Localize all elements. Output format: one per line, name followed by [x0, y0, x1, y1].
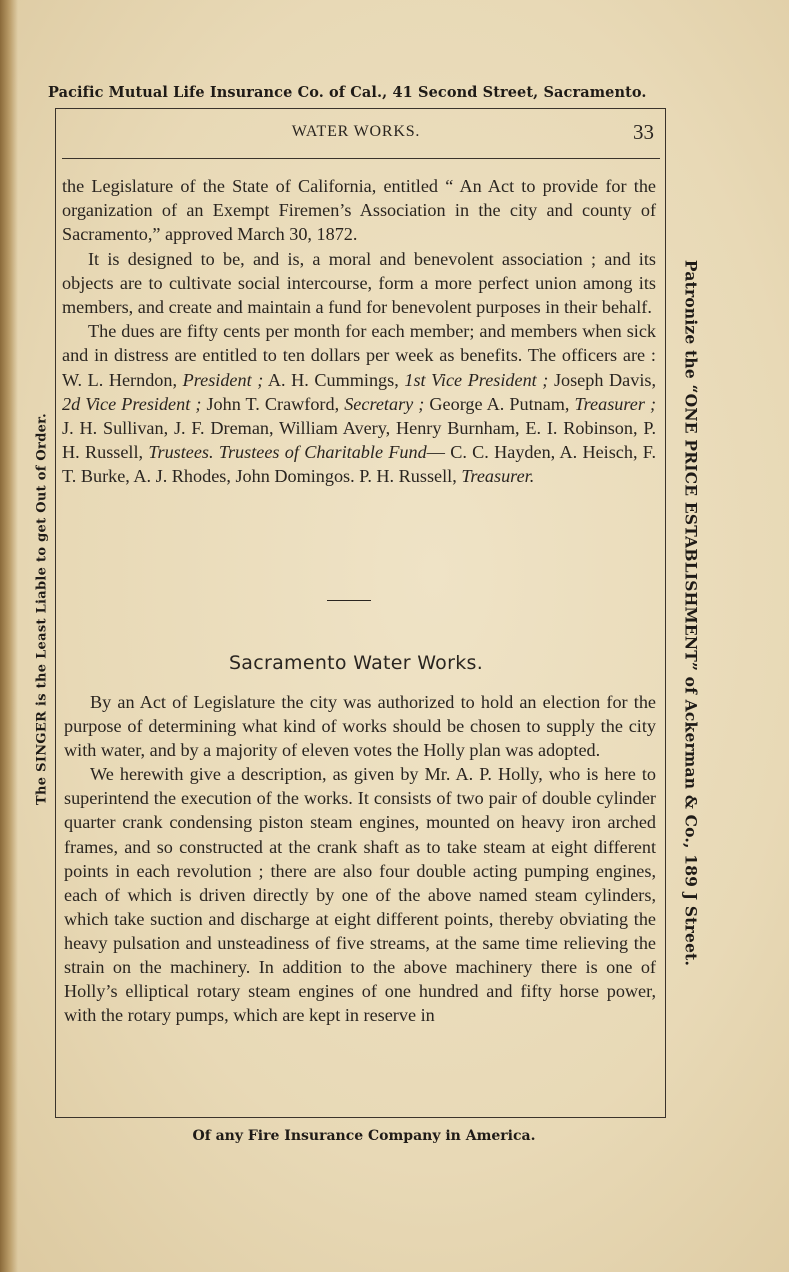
- spine-shadow: [0, 0, 18, 1272]
- officer-title: Treasurer.: [461, 466, 535, 487]
- section-heading: Sacramento Water Works.: [228, 652, 484, 674]
- running-head-title: WATER WORKS.: [291, 123, 421, 140]
- section-divider: [327, 600, 371, 601]
- officer-title: Secretary ;: [344, 393, 425, 414]
- paragraph-association-purpose: It is designed to be, and is, a moral and benevolent association ; and its objects are to cultivate social intercourse, form a more perfect union among its members, and create and maintain a fund for benevolent purposes in their behalf.: [62, 248, 656, 318]
- page-number: 33: [633, 120, 654, 144]
- paragraph-holly-plan: By an Act of Legislature the city was authorized to hold an election for the purpose of determining what kind of works should be chosen to supply the city with water, and by a majority of eleven votes the Holly plan was adopted.: [64, 692, 656, 761]
- right-margin-advertisement: [680, 238, 702, 988]
- left-margin-advertisement: [34, 374, 50, 844]
- left-margin-advertisement-text: The SINGER is the Least Liable to get Out of Order.: [34, 413, 50, 805]
- officer-title: 1st Vice President ;: [404, 369, 549, 390]
- header-rule: [62, 158, 660, 159]
- officer-title: Trustees.: [148, 442, 214, 463]
- running-head: [56, 120, 656, 150]
- top-margin-advertisement: Pacific Mutual Life Insurance Co. of Cal., 41 Second Street, Sacramento.: [48, 84, 647, 101]
- paragraph-dues-and-officers: The dues are fifty cents per month for each member; and members when sick and in distress are entitled to ten dollars per week as benefits. The officers are : W. L. Herndon, President ; A. H. Cummings, 1st Vice President ; Joseph Davis, 2d Vice President ; John T. Crawford, Secretary ; George A. Putnam, Treasurer ; J. H. Sullivan, J. F. Dreman, William Avery, Henry Burnham, E. I. Robinson, P. H. Russell, Trustees. Trustees of Charitable Fund— C. C. Hayden, A. Heisch, F. T. Burke, A. J. Rhodes, John Domingos. P. H. Russell, Treasurer.: [62, 321, 657, 487]
- officer-title: President ;: [182, 369, 264, 390]
- body-text: [62, 174, 656, 489]
- paragraph-works-description: We herewith give a description, as given by Mr. A. P. Holly, who is here to superintend the execution of the works. It consists of two pair of double cylinder quarter crank condensing piston steam engines, mounted on heavy iron arched frames, and so constructed at the crank shaft as to take steam at eight different points in each revolution ; there are also four double acting pumping engines, each of which is driven directly by one of the above named steam cylinders, which take suction and discharge at eight different points, thereby obviating the heavy pulsation and unsteadiness of five streams, at the same time relieving the strain on the machinery. In addition to the above machinery there is one of Holly’s elliptical rotary steam engines of one hundred and fifty horse power, with the rotary pumps, which are kept in reserve in: [64, 764, 656, 1026]
- officer-title: Trustees of Charitable Fund: [218, 442, 427, 463]
- officer-title: 2d Vice President ;: [62, 393, 202, 414]
- paragraph-act-continuation: the Legislature of the State of California, entitled “ An Act to provide for the organization of an Exempt Firemen’s Association in the city and county of Sacramento,” approved March 30, 1872.: [62, 176, 656, 245]
- bottom-margin-advertisement: Of any Fire Insurance Company in America.: [192, 1128, 536, 1144]
- section-text: [64, 690, 656, 1027]
- officer-title: Treasurer ;: [574, 393, 657, 414]
- right-margin-advertisement-text: Patronize the “ONE PRICE ESTABLISHMENT” of Ackerman & Co., 189 J Street.: [681, 259, 701, 967]
